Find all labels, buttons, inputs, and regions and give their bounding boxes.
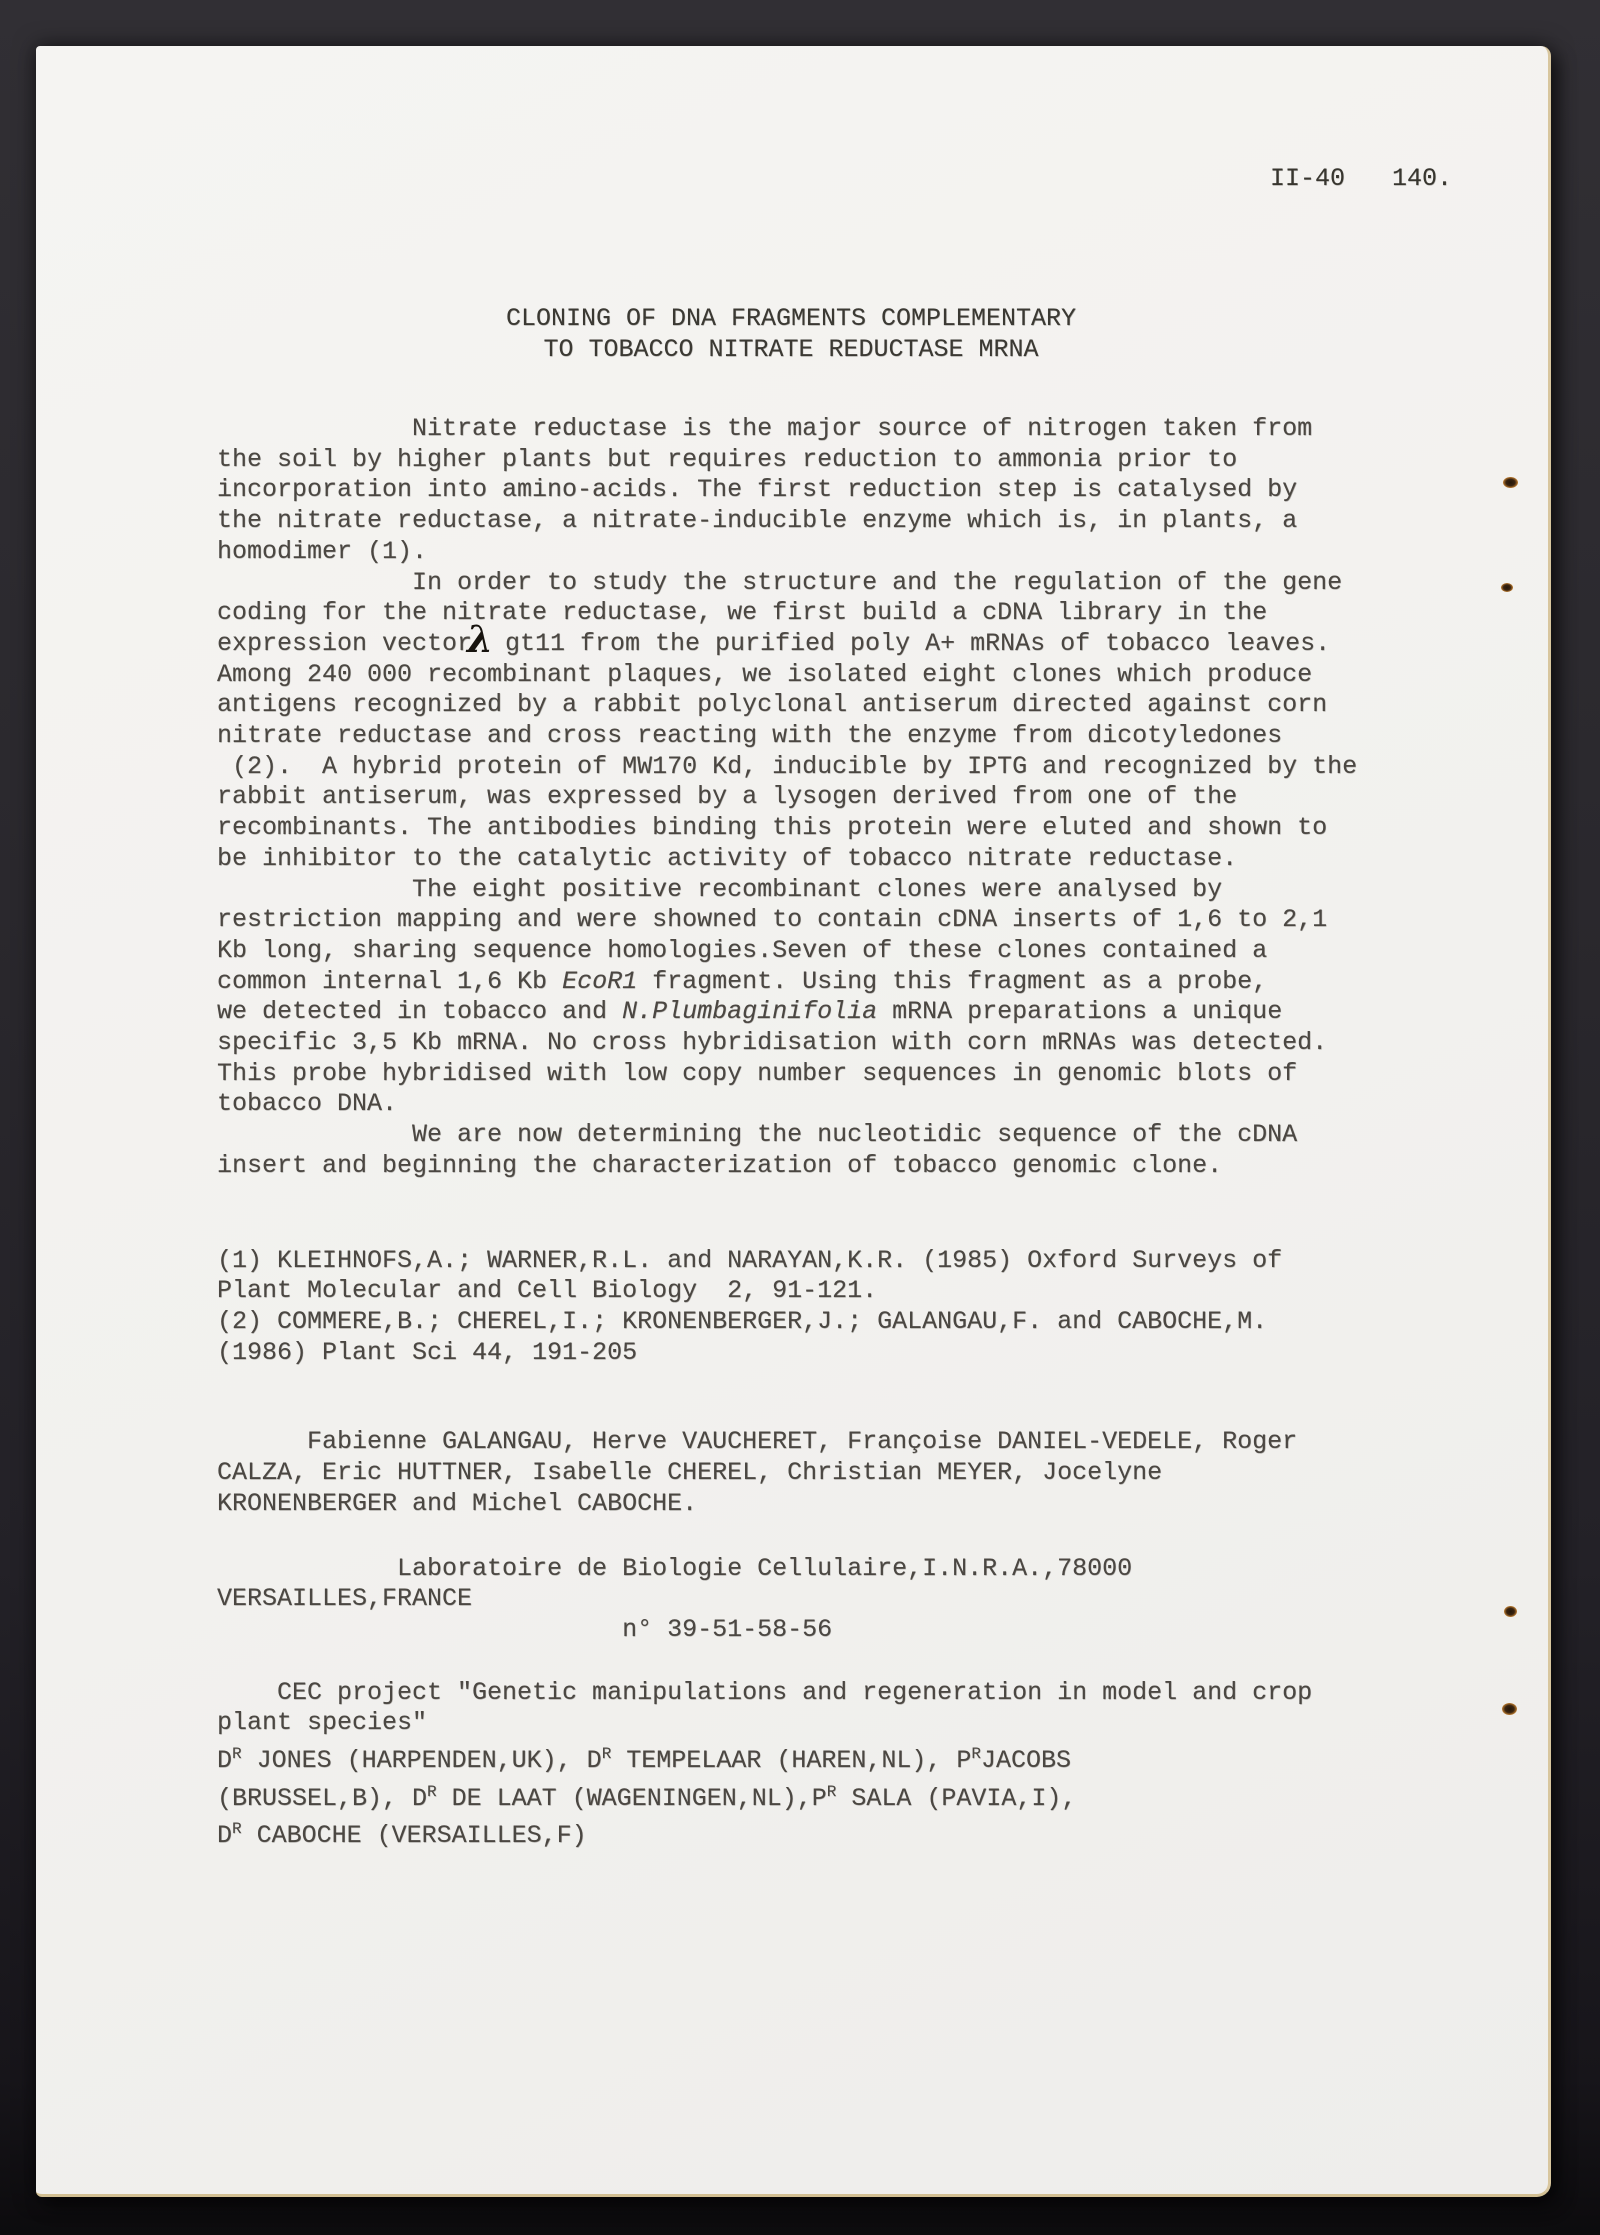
text-run: N.Plumbaginifolia [622,997,878,1027]
text-run: fragment. Using this fragment as a probe, [637,966,1268,996]
text-run: n° 39-51-58-56 [217,1614,833,1644]
text-line [217,1307,1417,1338]
text-run: R [232,1745,242,1764]
text-run: recombinants. The antibodies binding this protein were eluted and shown to [217,813,1328,843]
text-run: R [601,1745,612,1764]
text-run: (2) COMMERE,B.; CHEREL,I.; KRONENBERGER,J.; GALANGAU,F. and CABOCHE,M. [217,1306,1268,1336]
text-run: VERSAILLES,FRANCE [217,1584,473,1614]
text-line [217,660,1417,691]
text-line [217,1708,1417,1739]
text-run: expression vector [217,628,473,658]
text-line [217,1678,1417,1709]
text-run: We are now determining the nucleotidic sequence of the cDNA [217,1120,1298,1150]
text-run: tobacco DNA. [217,1089,398,1119]
document-title [216,303,1366,365]
text-run: R [826,1782,837,1801]
text-line [217,1246,1417,1277]
text-run: incorporation into amino-acids. The first reduction step is catalysed by [217,475,1298,505]
text-line [217,506,1417,537]
text-run: Fabienne GALANGAU, Herve VAUCHERET, Françoise DANIEL-VEDELE, Roger [217,1427,1298,1457]
text-line [217,414,1417,445]
text-run: This probe hybridised with low copy number sequences in genomic blots of [217,1058,1298,1088]
text-run: the soil by higher plants but requires reduction to ammonia prior to [217,444,1238,474]
text-run: Nitrate reductase is the major source of nitrogen taken from [217,414,1313,443]
text-line [217,752,1417,783]
rust-speck [1503,477,1518,488]
text-run: SALA (PAVIA,I), [836,1783,1077,1813]
page-number: 140. [1392,164,1453,193]
text-run: the nitrate reductase, a nitrate-inducible enzyme which is, in plants, a [217,506,1298,536]
text-run: Among 240 000 recombinant plaques, we isolated eight clones which produce [217,659,1313,689]
references-block [217,1246,1417,1369]
text-run: In order to study the structure and the regulation of the gene [217,567,1343,597]
text-run: JONES (HARPENDEN,UK), D [241,1746,602,1776]
text-line [217,1458,1417,1489]
text-line [217,997,1417,1028]
text-run: DE LAAT (WAGENINGEN,NL),P [436,1783,827,1813]
text-run: The eight positive recombinant clones were analysed by [217,874,1223,904]
authors-block [217,1427,1417,1519]
text-run: JACOBS [980,1746,1071,1776]
document-blocks [217,414,1417,1852]
rust-speck [1501,583,1513,592]
text-run: D [217,1746,233,1776]
text-line [217,1584,1417,1615]
text-run: Laboratoire de Biologie Cellulaire,I.N.R.A.,78000 [217,1553,1133,1583]
text-line [217,475,1417,506]
text-run: insert and beginning the characterization of tobacco genomic clone. [217,1150,1223,1180]
text-run: nitrate reductase and cross reacting with the enzyme from dicotyledones [217,721,1283,751]
text-run: CALZA, Eric HUTTNER, Isabelle CHEREL, Christian MEYER, Jocelyne [217,1458,1163,1488]
text-run: mRNA preparations a unique [877,997,1283,1027]
text-line [217,1554,1417,1585]
text-run: CEC project "Genetic manipulations and regeneration in model and crop [217,1677,1313,1707]
text-line [217,875,1417,906]
title-line: TO TOBACCO NITRATE REDUCTASE MRNA [543,335,1039,364]
text-line [217,1489,1417,1520]
text-run: coding for the nitrate reductase, we first build a cDNA library in the [217,598,1268,628]
text-run: antigens recognized by a rabbit polyclonal antiserum directed against corn [217,690,1328,720]
text-line [217,782,1417,813]
text-line [217,568,1417,599]
text-run: TEMPELAAR (HAREN,NL), P [611,1746,972,1776]
cec-project-block [217,1678,1417,1853]
text-run: EcoR1 [562,966,638,996]
text-line [217,967,1417,998]
text-line [217,1338,1417,1369]
text-run: restriction mapping and were showned to contain cDNA inserts of 1,6 to 2,1 [217,905,1328,935]
text-line: expression vectorλ gt11 from the purified poly A+ mRNAs of tobacco leaves. [217,616,1331,661]
text-line [217,1120,1417,1151]
text-line [217,1427,1417,1458]
text-line [217,445,1417,476]
text-run: plant species" [217,1708,428,1738]
text-line [217,1089,1417,1120]
rust-speck [1502,1703,1517,1715]
text-line [217,1814,1417,1852]
text-run: we detected in tobacco and [217,997,623,1027]
text-line [217,905,1417,936]
text-line [217,1615,1417,1646]
text-line [217,690,1417,721]
text-run: CABOCHE (VERSAILLES,F) [241,1821,587,1851]
text-line [217,844,1417,875]
text-line [217,721,1417,752]
text-run: (1986) Plant Sci 44, 191-205 [217,1337,638,1367]
text-run: KRONENBERGER and Michel CABOCHE. [217,1488,698,1518]
text-run: (BRUSSEL,B), D [217,1783,428,1813]
address-block [217,1554,1417,1646]
text-run: (1) KLEIHNOFS,A.; WARNER,R.L. and NARAYAN,K.R. (1985) Oxford Surveys of [217,1245,1283,1275]
text-line [217,537,1417,568]
rust-speck [1504,1606,1517,1617]
text-run: specific 3,5 Kb mRNA. No cross hybridisation with corn mRNAs was detected. [217,1028,1328,1058]
text-line [217,936,1417,967]
text-run: (2). A hybrid protein of MW170 Kd, inducible by IPTG and recognized by the [217,751,1358,781]
text-run: R [232,1820,242,1839]
title-line: CLONING OF DNA FRAGMENTS COMPLEMENTARY [505,304,1077,333]
abstract-block [217,414,1417,1182]
text-run: R [971,1745,981,1764]
text-run: rabbit antiserum, was expressed by a lysogen derived from one of the [217,782,1238,812]
text-run: gt11 from the purified poly A+ mRNAs of tobacco leaves. [490,628,1331,658]
text-run: Plant Molecular and Cell Biology 2, 91-121. [217,1276,878,1306]
text-line [217,1739,1417,1777]
text-line [217,598,1417,629]
page-header [1270,164,1452,193]
text-line [217,1777,1417,1815]
text-run: common internal 1,6 Kb [217,966,563,996]
paper-sheet [36,46,1551,2197]
text-line [217,1028,1417,1059]
text-run: D [217,1821,233,1851]
section-label: II-40 [1270,164,1346,193]
text-line [217,1151,1417,1182]
text-line [217,813,1417,844]
text-run: Kb long, sharing sequence homologies.Seven of these clones contained a [217,935,1268,965]
text-run: be inhibitor to the catalytic activity of tobacco nitrate reductase. [217,843,1238,873]
text-run: R [427,1782,437,1801]
text-line [217,1059,1417,1090]
text-run: homodimer (1). [217,536,428,566]
text-line [217,1276,1417,1307]
